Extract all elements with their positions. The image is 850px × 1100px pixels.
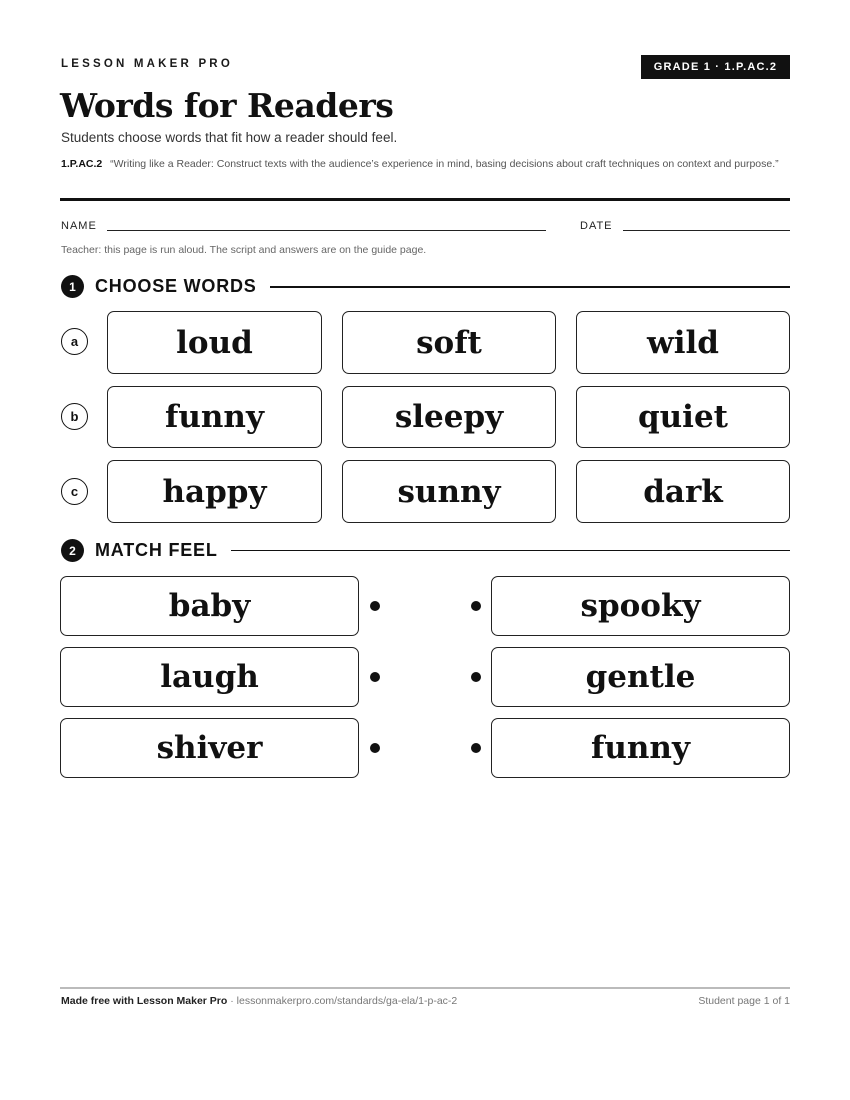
row-letter-c: c xyxy=(61,478,88,505)
name-field[interactable] xyxy=(107,230,546,231)
match-right-gentle[interactable]: gentle xyxy=(491,647,790,707)
word-choice-wild[interactable]: wild xyxy=(576,311,790,374)
page-subtitle: Students choose words that fit how a reader should feel. xyxy=(61,130,398,145)
word-choice-loud[interactable]: loud xyxy=(107,311,322,374)
section-1-rule xyxy=(270,286,790,288)
standard-description xyxy=(61,156,796,172)
section-1-header xyxy=(61,275,790,298)
match-dot-right-2[interactable] xyxy=(471,672,481,682)
word-choice-sleepy[interactable]: sleepy xyxy=(342,386,556,448)
word-choice-quiet[interactable]: quiet xyxy=(576,386,790,448)
name-label: NAME xyxy=(61,220,97,232)
word-choice-dark[interactable]: dark xyxy=(576,460,790,523)
date-field[interactable] xyxy=(623,230,790,231)
section-1-number: 1 xyxy=(61,275,84,298)
match-dot-left-3[interactable] xyxy=(370,743,380,753)
grade-badge: GRADE 1 · 1.P.AC.2 xyxy=(641,55,790,79)
section-2-header xyxy=(61,539,790,562)
teacher-note: Teacher: this page is run aloud. The script and answers are on the guide page. xyxy=(61,244,427,256)
word-choice-soft[interactable]: soft xyxy=(342,311,556,374)
footer-page-number: Student page 1 of 1 xyxy=(698,995,790,1007)
row-letter-a: a xyxy=(61,328,88,355)
standard-text: “Writing like a Reader: Construct texts with the audience’s experience in mind, basing decisions about craft techniques on context and purpose.” xyxy=(110,158,779,170)
page-title: Words for Readers xyxy=(60,86,394,125)
section-2-number: 2 xyxy=(61,539,84,562)
section-2-rule xyxy=(231,550,790,551)
match-dot-right-3[interactable] xyxy=(471,743,481,753)
footer-made-with: Made free with Lesson Maker Pro xyxy=(61,995,228,1007)
match-dot-left-1[interactable] xyxy=(370,601,380,611)
match-right-funny[interactable]: funny xyxy=(491,718,790,778)
word-choice-funny[interactable]: funny xyxy=(107,386,322,448)
match-dot-left-2[interactable] xyxy=(370,672,380,682)
date-label: DATE xyxy=(580,220,613,232)
footer-divider xyxy=(60,987,790,989)
match-left-shiver[interactable]: shiver xyxy=(60,718,359,778)
word-choice-sunny[interactable]: sunny xyxy=(342,460,556,523)
footer-url[interactable]: · lessonmakerpro.com/standards/ga-ela/1-p-ac-2 xyxy=(227,995,458,1007)
brand-name: LESSON MAKER PRO xyxy=(61,58,233,70)
section-1-title: CHOOSE WORDS xyxy=(95,276,257,296)
section-2-title: MATCH FEEL xyxy=(95,540,218,560)
match-left-baby[interactable]: baby xyxy=(60,576,359,636)
footer-credit xyxy=(61,995,457,1007)
row-letter-b: b xyxy=(61,403,88,430)
match-left-laugh[interactable]: laugh xyxy=(60,647,359,707)
word-choice-happy[interactable]: happy xyxy=(107,460,322,523)
match-dot-right-1[interactable] xyxy=(471,601,481,611)
header-divider xyxy=(60,198,790,201)
match-right-spooky[interactable]: spooky xyxy=(491,576,790,636)
standard-code: 1.P.AC.2 xyxy=(61,158,103,170)
